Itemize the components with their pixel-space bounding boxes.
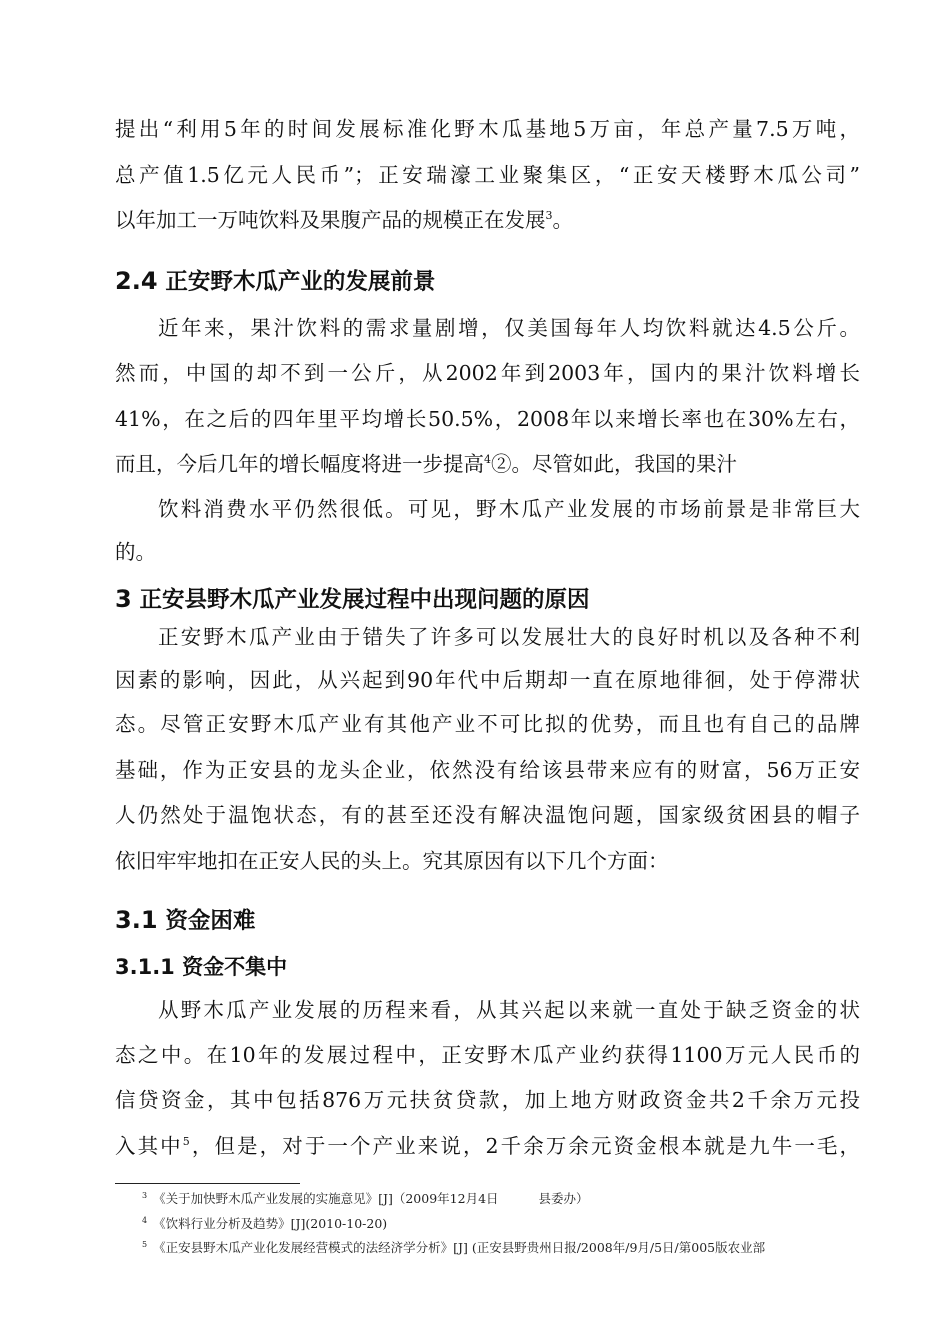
footnote-mark: 3 bbox=[142, 1191, 148, 1200]
paragraph-line: 饮料消费水平仍然很低。可见，野木瓜产业发展的市场前景是非常巨大 bbox=[158, 497, 860, 521]
heading-number: 3.1 bbox=[115, 906, 158, 934]
footnote-ref: 5 bbox=[182, 1135, 190, 1149]
footnote-text: 《关于加快野木瓜产业发展的实施意见》[J]（2009年12月4日 bbox=[153, 1191, 499, 1207]
paragraph-line: 依旧牢牢地扣在正安人民的头上。究其原因有以下几个方面： bbox=[115, 849, 669, 873]
paragraph-line: 人仍然处于温饱状态，有的甚至还没有解决温饱问题，国家级贫困县的帽子 bbox=[115, 803, 860, 827]
paragraph-line: 态之中。在10年的发展过程中，正安野木瓜产业约获得1100万元人民币的 bbox=[115, 1043, 860, 1067]
heading-title: 正安县野木瓜产业发展过程中出现问题的原因 bbox=[139, 587, 590, 613]
footnote-separator bbox=[115, 1183, 300, 1184]
text-segment: 入其中 bbox=[115, 1134, 183, 1158]
footnote-text: 《饮料行业分析及趋势》[J](2010-10-20) bbox=[153, 1216, 388, 1232]
text-segment: ，但是，对于一个产业来说，2千余万余元资金根本就是九牛一毛， bbox=[189, 1134, 861, 1158]
paragraph-line: 然而，中国的却不到一公斤，从2002年到2003年，国内的果汁饮料增长 bbox=[115, 361, 860, 385]
paragraph-line: 近年来，果汁饮料的需求量剧增，仅美国每年人均饮料就达4.5公斤。 bbox=[158, 316, 860, 340]
text-segment: ②。尽管如此，我国的果汁 bbox=[491, 452, 737, 476]
paragraph-line: 41%，在之后的四年里平均增长50.5%，2008年以来增长率也在30%左右， bbox=[115, 407, 860, 431]
footnote bbox=[142, 1236, 765, 1257]
paragraph-line: 正安野木瓜产业由于错失了许多可以发展壮大的良好时机以及各种不利 bbox=[158, 625, 860, 649]
footnote-mark: 4 bbox=[142, 1216, 148, 1225]
footnote bbox=[142, 1187, 589, 1208]
text-segment: 以年加工一万吨饮料及果腹产品的规模正在发展 bbox=[115, 208, 546, 232]
paragraph-line: 基础，作为正安县的龙头企业，依然没有给该县带来应有的财富，56万正安 bbox=[115, 758, 860, 782]
paragraph-line: 从野木瓜产业发展的历程来看，从其兴起以来就一直处于缺乏资金的状 bbox=[158, 998, 860, 1022]
paragraph-line bbox=[115, 205, 860, 235]
heading-title: 资金不集中 bbox=[182, 955, 288, 979]
footnote-text-tail: 县委办） bbox=[538, 1191, 589, 1207]
section-heading bbox=[115, 905, 255, 936]
subsection-heading bbox=[115, 952, 287, 982]
paragraph-line bbox=[115, 449, 860, 479]
paragraph-line: 信贷资金，其中包括876万元扶贫贷款，加上地方财政资金共2千余万元投 bbox=[115, 1088, 860, 1112]
footnote-mark: 5 bbox=[142, 1240, 148, 1249]
heading-number: 3.1.1 bbox=[115, 955, 175, 979]
footnote-ref: 4 bbox=[484, 453, 491, 467]
text-segment: 而且，今后几年的增长幅度将进一步提高 bbox=[115, 452, 484, 476]
section-heading bbox=[115, 266, 435, 297]
heading-title: 正安野木瓜产业的发展前景 bbox=[165, 269, 436, 295]
footnote-ref: 3 bbox=[545, 209, 553, 223]
paragraph-line bbox=[115, 1131, 860, 1161]
paragraph-line: 提出“利用5年的时间发展标准化野木瓜基地5万亩，年总产量7.5万吨， bbox=[115, 117, 860, 141]
heading-number: 3 bbox=[115, 585, 132, 613]
paragraph-line: 总产值1.5亿元人民币”；正安瑞濠工业聚集区，“正安天楼野木瓜公司” bbox=[115, 163, 860, 187]
heading-number: 2.4 bbox=[115, 267, 158, 295]
paragraph-line: 态。尽管正安野木瓜产业有其他产业不可比拟的优势，而且也有自己的品牌 bbox=[115, 712, 860, 736]
text-segment: 。 bbox=[552, 208, 573, 232]
heading-title: 资金困难 bbox=[165, 908, 256, 934]
paragraph-line: 的。 bbox=[115, 540, 156, 564]
section-heading bbox=[115, 584, 590, 615]
paragraph-line: 因素的影响，因此，从兴起到90年代中后期却一直在原地徘徊，处于停滞状 bbox=[115, 668, 860, 692]
footnote bbox=[142, 1212, 387, 1233]
footnote-text: 《正安县野木瓜产业化发展经营模式的法经济学分析》[J] (正安县野贵州日报/2008年/9月/5日/第005版农业部 bbox=[153, 1240, 766, 1256]
